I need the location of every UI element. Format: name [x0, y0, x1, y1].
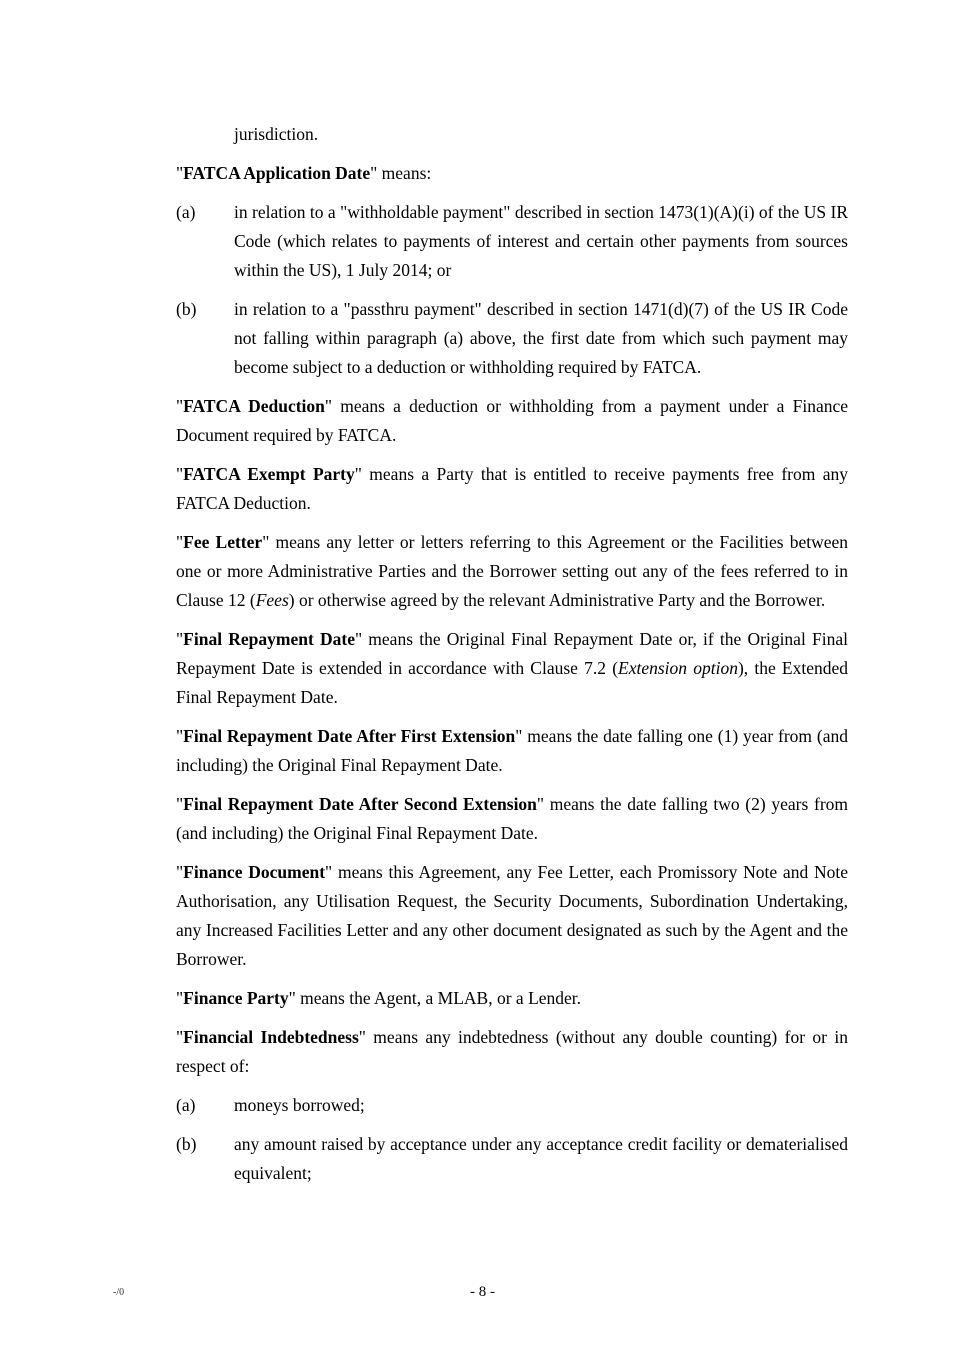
- definition-final-repayment-first-extension: "Final Repayment Date After First Extension" means the date falling one (1) year from (and including) the Original Final Repayment Date.: [176, 726, 848, 775]
- definition-finance-document: "Finance Document" means this Agreement, any Fee Letter, each Promissory Note and Note Authorisation, any Utilisation Request, the Security Documents, Subordination Undertaking, any Increased Facilities Letter and any other document designated as such by the Agent and the Borrower.: [176, 862, 848, 969]
- defined-term: FATCA Deduction: [183, 396, 325, 416]
- definition-fatca-exempt-party: "FATCA Exempt Party" means a Party that is entitled to receive payments free from any FATCA Deduction.: [176, 464, 849, 513]
- definition-fee-letter: "Fee Letter" means any letter or letters referring to this Agreement or the Facilities between one or more Administrative Parties and the Borrower setting out any of the fees referred to in Clause 12 (Fees) or otherwise agreed by the relevant Administrative Party and the Borrower.: [176, 532, 849, 610]
- list-item-label: (a): [176, 1095, 196, 1115]
- clause-reference: Extension option: [618, 658, 738, 678]
- defined-term: FATCA Exempt Party: [183, 464, 355, 484]
- list-item-text: in relation to a "passthru payment" described in section 1471(d)(7) of the US IR Code not falling within paragraph (a) above, the first date from which such payment may become subject to a deduction or withholding required by FATCA.: [234, 299, 848, 377]
- defined-term: Finance Document: [183, 862, 326, 882]
- definition-fatca-deduction: "FATCA Deduction" means a deduction or withholding from a payment under a Finance Document required by FATCA.: [176, 396, 848, 445]
- defined-term: Final Repayment Date After Second Extension: [183, 794, 537, 814]
- defined-term: Financial Indebtedness: [183, 1027, 359, 1047]
- definition-financial-indebtedness: "Financial Indebtedness" means any indebtedness (without any double counting) for or in respect of:: [176, 1027, 848, 1076]
- list-item-label: (b): [176, 299, 197, 319]
- defined-term: Final Repayment Date: [183, 629, 355, 649]
- defined-term: FATCA Application Date: [183, 163, 371, 183]
- defined-term: Finance Party: [183, 988, 289, 1008]
- defined-term: Final Repayment Date After First Extension: [183, 726, 516, 746]
- definition-final-repayment-date: "Final Repayment Date" means the Original Final Repayment Date or, if the Original Final Repayment Date is extended in accordance with Clause 7.2 (Extension option), the Extended Final Repayment Date.: [176, 629, 849, 707]
- definition-final-repayment-second-extension: "Final Repayment Date After Second Extension" means the date falling two (2) years from (and including) the Original Final Repayment Date.: [176, 794, 849, 843]
- list-item: [176, 198, 848, 285]
- defined-term: Fee Letter: [183, 532, 263, 552]
- list-item: [176, 1130, 848, 1188]
- list-item-text: any amount raised by acceptance under any acceptance credit facility or dematerialised equivalent;: [234, 1134, 848, 1183]
- continuation-text: jurisdiction.: [234, 124, 319, 144]
- list-item-label: (b): [176, 1134, 197, 1154]
- list-item: [176, 295, 848, 382]
- page-number: - 8 -: [470, 1284, 495, 1300]
- footer-reference: -/0: [113, 1287, 125, 1298]
- definition-fatca-application-date: "FATCA Application Date" means:: [176, 163, 432, 183]
- list-item-text: in relation to a "withholdable payment" described in section 1473(1)(A)(i) of the US IR Code (which relates to payments of interest and certain other payments from sources within the US), 1 July 2014; or: [234, 202, 848, 280]
- list-item-label: (a): [176, 202, 196, 222]
- clause-reference: Fees: [255, 590, 289, 610]
- list-item: [176, 1091, 848, 1120]
- document-body: [176, 120, 848, 1198]
- list-item-text: moneys borrowed;: [234, 1095, 365, 1115]
- definition-finance-party: "Finance Party" means the Agent, a MLAB, or a Lender.: [176, 988, 582, 1008]
